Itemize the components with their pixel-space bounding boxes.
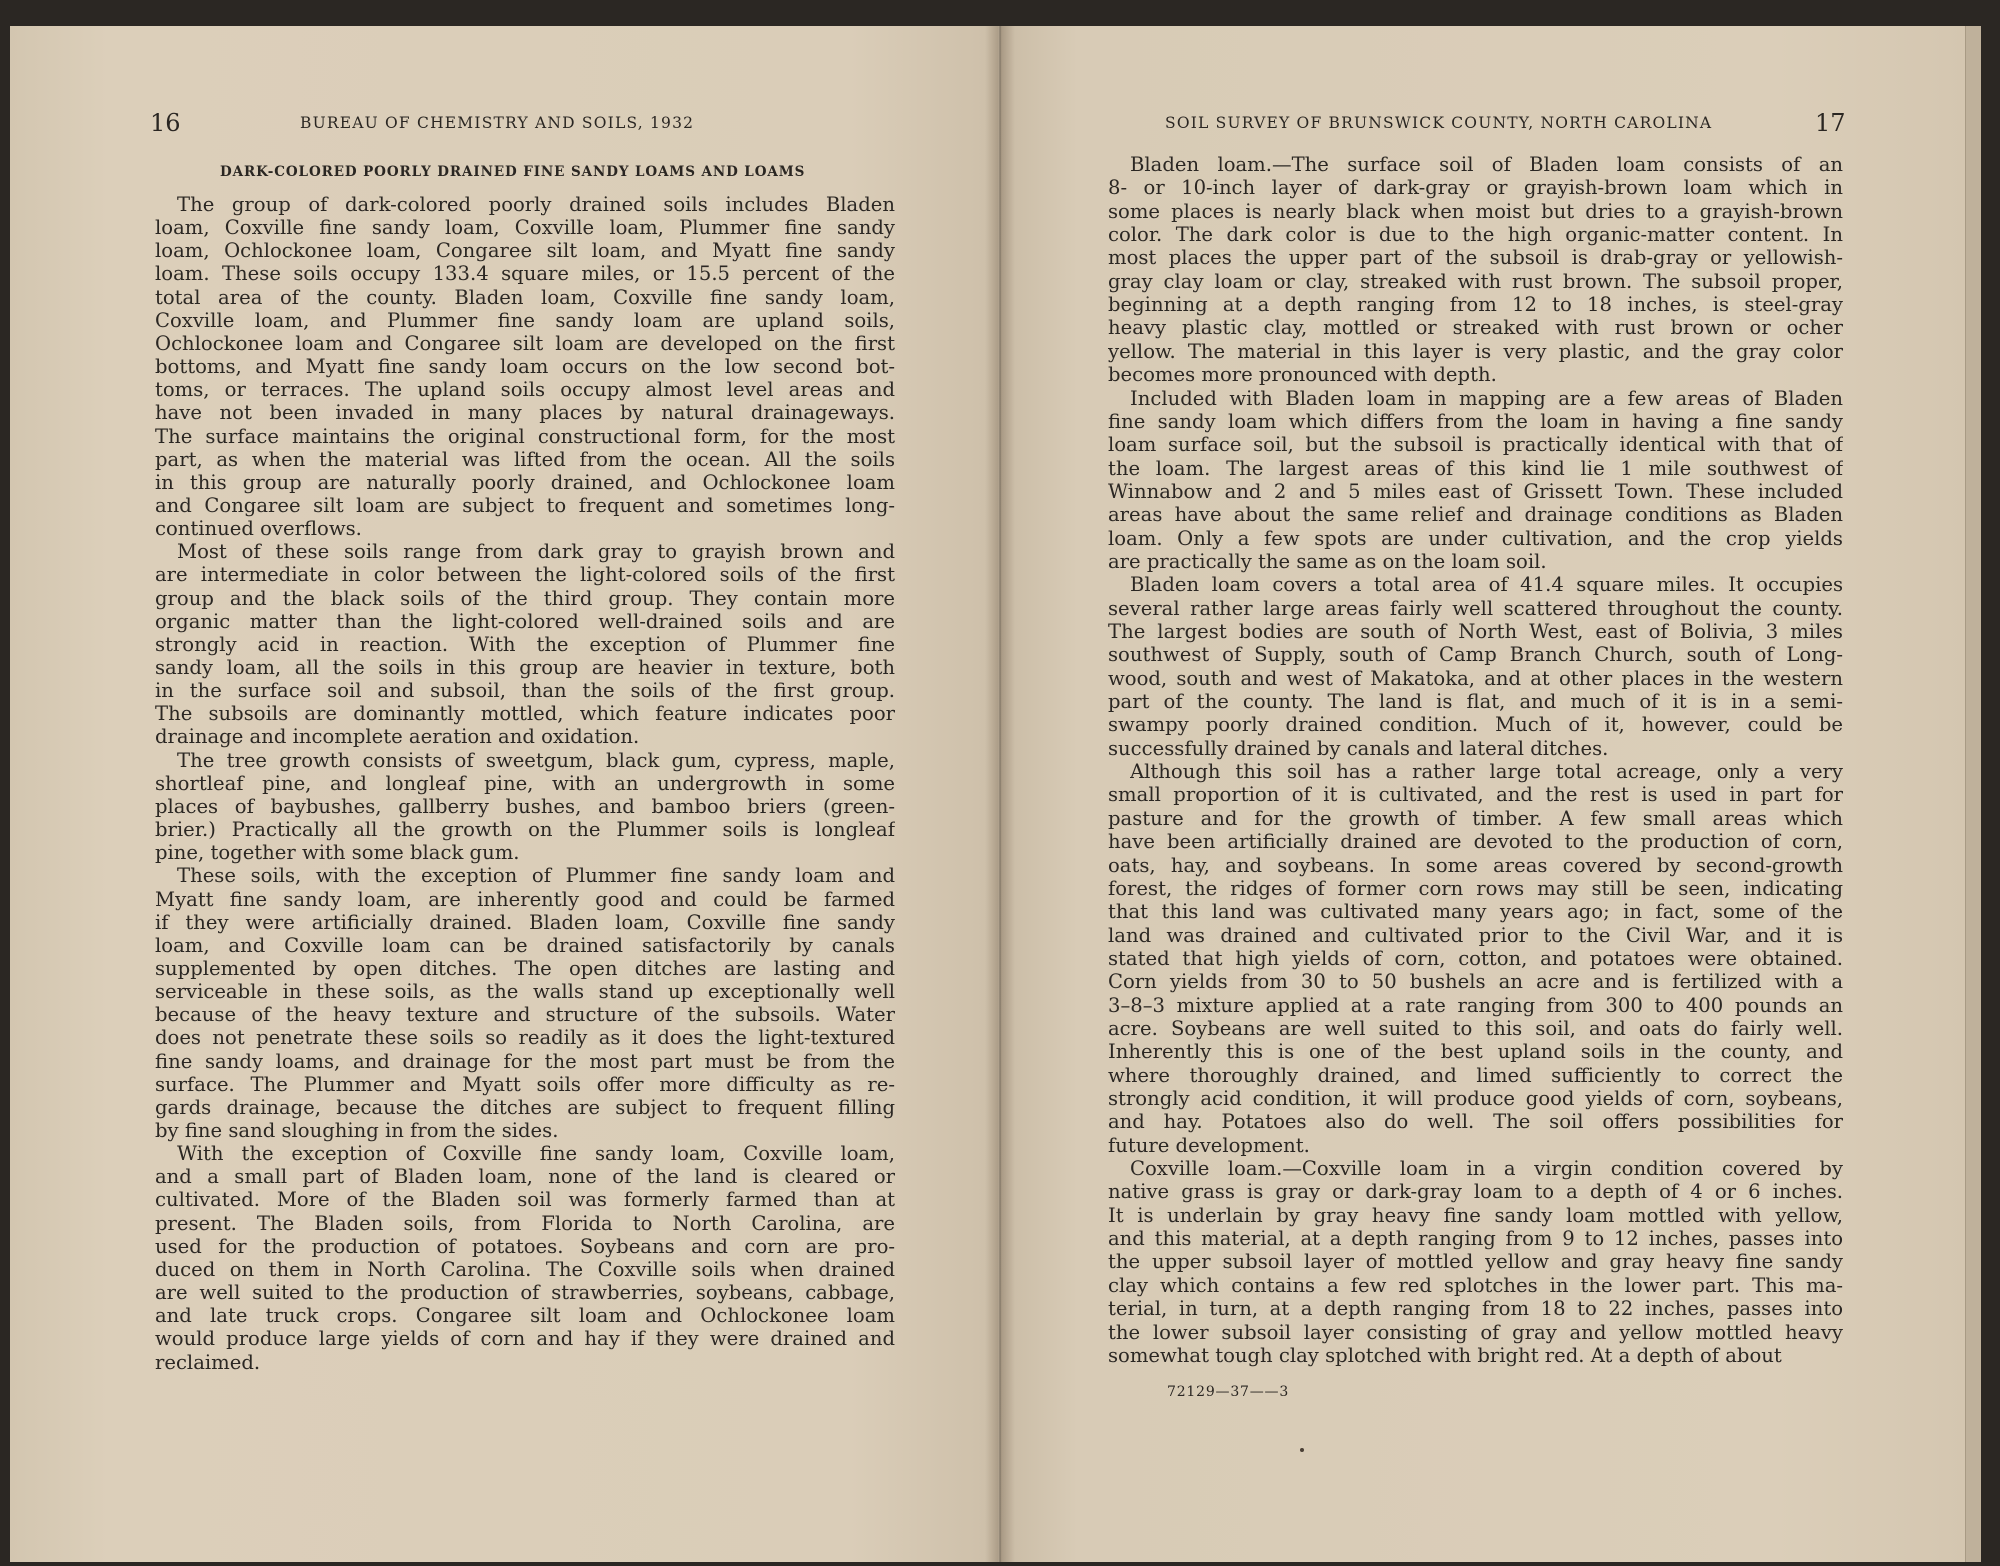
text-line: duced on them in North Carolina. The Coxville soils when drained <box>155 1257 895 1281</box>
text-line: becomes more pronounced with depth. <box>1108 363 1497 387</box>
text-line: southwest of Supply, south of Camp Branch Church, south of Long- <box>1108 643 1843 667</box>
text-line: strongly acid in reaction. With the exception of Plummer fine <box>155 632 895 656</box>
text-line: 3–8–3 mixture applied at a rate ranging from 300 to 400 pounds an <box>1108 993 1843 1017</box>
text-line: that this land was cultivated many years ago; in fact, some of the <box>1108 900 1843 924</box>
text-line: and late truck crops. Congaree silt loam and Ochlockonee loam <box>155 1304 895 1328</box>
text-line: some places is nearly black when moist but dries to a grayish-brown <box>1108 199 1843 223</box>
text-line: gray clay loam or clay, streaked with rust brown. The subsoil proper, <box>1108 269 1843 293</box>
text-line: somewhat tough clay splotched with bright red. At a depth of about <box>1108 1343 1782 1367</box>
text-line: The subsoils are dominantly mottled, which feature indicates poor <box>155 702 895 726</box>
text-line: have not been invaded in many places by natural drainageways. <box>155 401 895 425</box>
text-line: drainage and incomplete aeration and oxidation. <box>155 725 640 749</box>
text-line: future development. <box>1108 1133 1310 1157</box>
text-line: part of the county. The land is flat, and much of it is in a semi- <box>1108 690 1843 714</box>
text-line: Bladen loam.—The surface soil of Bladen loam consists of an <box>1130 153 1843 176</box>
text-line: Corn yields from 30 to 50 bushels an acre and is fertilized with a <box>1108 970 1843 994</box>
right-running-head: SOIL SURVEY OF BRUNSWICK COUNTY, NORTH CAROLINA <box>1165 114 1713 132</box>
text-line: fine sandy loams, and drainage for the most part must be from the <box>155 1049 895 1073</box>
text-line: strongly acid condition, it will produce good yields of corn, soybeans, <box>1108 1087 1843 1110</box>
text-line: and hay. Potatoes also do well. The soil offers possibilities for <box>1108 1110 1843 1134</box>
text-line: acre. Soybeans are well suited to this soil, and oats do fairly well. <box>1108 1016 1843 1040</box>
text-line: the upper subsoil layer of mottled yellow and gray heavy fine sandy <box>1108 1250 1843 1274</box>
text-line: heavy plastic clay, mottled or streaked with rust brown or ocher <box>1108 316 1843 340</box>
text-line: wood, south and west of Makatoka, and at other places in the western <box>1108 666 1843 690</box>
text-line: and this material, at a depth ranging from 9 to 12 inches, passes into <box>1108 1227 1843 1251</box>
text-line: by fine sand sloughing in from the sides. <box>155 1119 559 1142</box>
section-heading: DARK-COLORED POORLY DRAINED FINE SANDY LOAMS AND LOAMS <box>220 164 806 180</box>
text-line: if they were artificially drained. Bladen loam, Coxville fine sandy <box>155 910 895 934</box>
text-line: organic matter than the light-colored well-drained soils and are <box>155 609 895 633</box>
text-line: Coxville loam, and Plummer fine sandy loam are upland soils, <box>155 308 895 332</box>
left-page-number: 16 <box>150 109 181 137</box>
text-line: beginning at a depth ranging from 12 to 18 inches, is steel-gray <box>1108 293 1843 317</box>
text-line: land was drained and cultivated prior to the Civil War, and it is <box>1108 923 1843 947</box>
text-line: the lower subsoil layer consisting of gray and yellow mottled heavy <box>1108 1320 1843 1344</box>
text-line: clay which contains a few red splotches in the lower part. This ma- <box>1108 1273 1843 1297</box>
text-line: Winnabow and 2 and 5 miles east of Grissett Town. These included <box>1108 479 1843 503</box>
text-line: shortleaf pine, and longleaf pine, with an undergrowth in some <box>155 771 895 795</box>
text-line: 8- or 10-inch layer of dark-gray or grayish-brown loam which in <box>1108 176 1843 200</box>
text-line: The surface maintains the original constructional form, for the most <box>155 424 895 448</box>
text-line: would produce large yields of corn and hay if they were drained and <box>155 1327 895 1351</box>
text-line: and Congaree silt loam are subject to frequent and sometimes long- <box>155 493 895 517</box>
text-line: loam, Ochlockonee loam, Congaree silt loam, and Myatt fine sandy <box>155 239 895 263</box>
text-line: group and the black soils of the third group. They contain more <box>155 586 895 610</box>
text-line: loam, Coxville fine sandy loam, Coxville loam, Plummer fine sandy <box>155 216 895 240</box>
text-line: supplemented by open ditches. The open ditches are lasting and <box>155 956 895 980</box>
text-line: are well suited to the production of strawberries, soybeans, cabbage, <box>155 1281 895 1305</box>
text-line: The largest bodies are south of North West, east of Bolivia, 3 miles <box>1108 620 1843 643</box>
text-line: surface. The Plummer and Myatt soils offer more difficulty as re- <box>155 1072 895 1096</box>
text-line: toms, or terraces. The upland soils occupy almost level areas and <box>155 378 895 402</box>
text-line: fine sandy loam which differs from the loam in having a fine sandy <box>1108 409 1843 433</box>
text-line: serviceable in these soils, as the walls stand up exceptionally well <box>155 980 895 1004</box>
text-line: where thoroughly drained, and limed sufficiently to correct the <box>1108 1063 1843 1087</box>
text-line: Although this soil has a rather large total acreage, only a very <box>1130 760 1843 784</box>
text-line: It is underlain by gray heavy fine sandy loam mottled with yellow, <box>1108 1203 1843 1227</box>
text-line: because of the heavy texture and structure of the subsoils. Water <box>155 1003 895 1027</box>
text-line: Ochlockonee loam and Congaree silt loam are developed on the first <box>155 331 895 355</box>
text-line: Most of these soils range from dark gray to grayish brown and <box>177 540 895 564</box>
text-line: terial, in turn, at a depth ranging from 18 to 22 inches, passes into <box>1108 1297 1843 1321</box>
text-line: pine, together with some black gum. <box>155 841 520 865</box>
text-line: present. The Bladen soils, from Florida to North Carolina, are <box>155 1211 895 1235</box>
text-line: These soils, with the exception of Plummer fine sandy loam and <box>177 864 895 888</box>
text-line: areas have about the same relief and drainage conditions as Bladen <box>1108 503 1843 527</box>
left-running-head: BUREAU OF CHEMISTRY AND SOILS, 1932 <box>300 114 695 132</box>
text-line: part, as when the material was lifted from the ocean. All the soils <box>155 447 895 471</box>
text-line: color. The dark color is due to the high organic-matter content. In <box>1108 223 1843 247</box>
text-line: most places the upper part of the subsoil is drab-gray or yellowish- <box>1108 246 1843 270</box>
text-line: are practically the same as on the loam soil. <box>1108 549 1547 573</box>
text-line: places of baybushes, gallberry bushes, and bamboo briers (green- <box>155 794 895 818</box>
text-line: are intermediate in color between the light-colored soils of the first <box>155 563 895 587</box>
right-page <box>1000 26 1970 1562</box>
text-line: total area of the county. Bladen loam, Coxville fine sandy loam, <box>155 285 895 309</box>
text-line: swampy poorly drained condition. Much of it, however, could be <box>1108 713 1843 737</box>
text-line: loam. These soils occupy 133.4 square miles, or 15.5 percent of the <box>155 262 895 286</box>
text-line: bottoms, and Myatt fine sandy loam occurs on the low second bot- <box>155 355 895 379</box>
text-line: native grass is gray or dark-gray loam to a depth of 4 or 6 inches. <box>1108 1180 1843 1204</box>
text-line: loam. Only a few spots are under cultivation, and the crop yields <box>1108 526 1843 550</box>
text-line: cultivated. More of the Bladen soil was formerly farmed than at <box>155 1188 895 1212</box>
text-line: the loam. The largest areas of this kind lie 1 mile southwest of <box>1108 456 1843 480</box>
text-line: Bladen loam covers a total area of 41.4 square miles. It occupies <box>1130 573 1843 597</box>
text-line: Included with Bladen loam in mapping are a few areas of Bladen <box>1130 386 1843 410</box>
text-line: and a small part of Bladen loam, none of the land is cleared or <box>155 1165 895 1189</box>
text-line: gards drainage, because the ditches are subject to frequent filling <box>155 1095 895 1119</box>
printer-signature-mark: 72129—37——3 <box>1167 1384 1290 1400</box>
text-line: have been artificially drained are devoted to the production of corn, <box>1108 830 1843 854</box>
text-line: continued overflows. <box>155 517 362 541</box>
text-line: used for the production of potatoes. Soybeans and corn are pro- <box>155 1234 895 1258</box>
text-line: The tree growth consists of sweetgum, black gum, cypress, maple, <box>177 748 895 772</box>
text-line: brier.) Practically all the growth on the Plummer soils is longleaf <box>155 818 895 842</box>
page-gutter <box>985 26 1015 1562</box>
text-line: in the surface soil and subsoil, than the soils of the first group. <box>155 679 895 703</box>
text-line: Myatt fine sandy loam, are inherently good and could be farmed <box>155 887 895 911</box>
text-line: yellow. The material in this layer is very plastic, and the gray color <box>1108 339 1843 363</box>
page-edges <box>1965 26 1981 1562</box>
text-line: sandy loam, all the soils in this group are heavier in texture, both <box>155 656 895 679</box>
text-line: does not penetrate these soils so readily as it does the light-textured <box>155 1026 895 1050</box>
text-line: successfully drained by canals and lateral ditches. <box>1108 736 1609 760</box>
right-page-number: 17 <box>1815 109 1846 137</box>
text-line: small proportion of it is cultivated, and the rest is used in part for <box>1108 783 1843 807</box>
text-line: With the exception of Coxville fine sandy loam, Coxville loam, <box>177 1142 895 1166</box>
text-line: reclaimed. <box>155 1350 261 1374</box>
text-line: in this group are naturally poorly drained, and Ochlockonee loam <box>155 470 895 494</box>
left-page <box>10 26 998 1562</box>
text-line: oats, hay, and soybeans. In some areas covered by second-growth <box>1108 853 1843 877</box>
paper-speck <box>1300 1448 1304 1452</box>
text-line: Coxville loam.—Coxville loam in a virgin condition covered by <box>1130 1157 1843 1181</box>
text-line: loam surface soil, but the subsoil is practically identical with that of <box>1108 433 1843 457</box>
text-line: The group of dark-colored poorly drained soils includes Bladen <box>177 193 895 216</box>
book-spread <box>10 26 1970 1562</box>
text-line: pasture and for the growth of timber. A few small areas which <box>1108 806 1843 830</box>
text-line: loam, and Coxville loam can be drained satisfactorily by canals <box>155 933 895 957</box>
text-line: Inherently this is one of the best upland soils in the county, and <box>1108 1040 1843 1064</box>
text-line: several rather large areas fairly well scattered throughout the county. <box>1108 596 1843 620</box>
text-line: forest, the ridges of former corn rows may still be seen, indicating <box>1108 876 1843 900</box>
text-line: stated that high yields of corn, cotton, and potatoes were obtained. <box>1108 946 1843 970</box>
